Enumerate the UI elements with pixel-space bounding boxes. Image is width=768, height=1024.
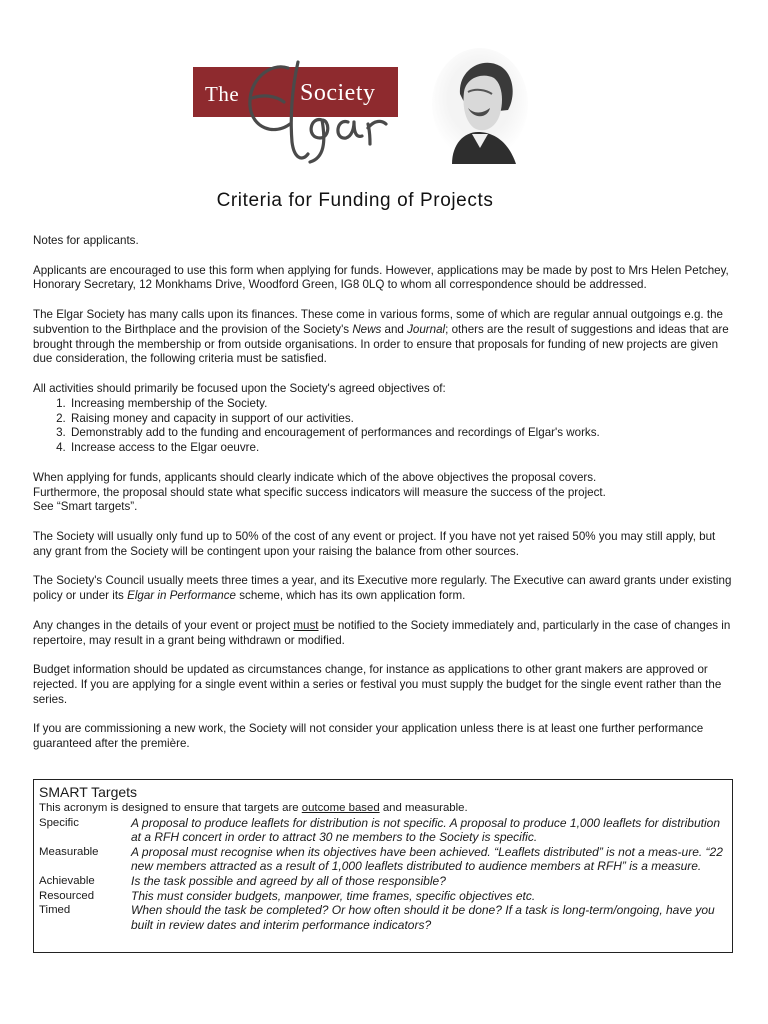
scheme-title: Elgar in Performance bbox=[127, 589, 236, 603]
list-item: 2. Raising money and capacity in support of our activities. bbox=[69, 412, 733, 427]
news-title: News bbox=[352, 322, 382, 336]
paragraph-indicate bbox=[33, 471, 733, 515]
smart-desc: A proposal to produce leaflets for distribution is not specific. A proposal to produce 1,000 leaflets for distribution at a RFH concert in order to attract 30 ne members to the Society is specific. bbox=[131, 815, 720, 845]
text-span: The Elgar Society has many calls upon its finances. These come in various forms, some of which are regular annual outgoings e.g. the subvention to the Birthplace and the provision of the Society's bbox=[33, 307, 723, 336]
smart-term: Specific bbox=[39, 816, 79, 829]
text-span: See “Smart targets”. bbox=[33, 500, 138, 514]
text-span: and measurable. bbox=[379, 802, 468, 814]
list-item: 4. Increase access to the Elgar oeuvre. bbox=[69, 441, 733, 456]
smart-desc: A proposal must recognise when its objectives have been achieved. “Leaflets distributed” is not a meas-ure. “22 new members attracted as a result of 1,000 leaflets distributed to audience members at RFH” is a measure. bbox=[131, 844, 723, 874]
must-emphasis: must bbox=[293, 618, 319, 632]
text-span: and bbox=[381, 322, 408, 336]
header bbox=[0, 0, 768, 180]
smart-term: Achievable bbox=[39, 874, 95, 887]
notes-heading: Notes for applicants. bbox=[33, 234, 139, 247]
page-title: Criteria for Funding of Projects bbox=[216, 190, 494, 211]
text-span: This acronym is designed to ensure that targets are bbox=[39, 802, 302, 814]
paragraph-apply: Applicants are encouraged to use this form when applying for funds. However, applications may be made by post to Mrs Helen Petchey, Honorary Secretary, 12 Monkhams Drive, Woodford Green, IG8 0LQ to whom all correspondence should be addressed. bbox=[33, 263, 729, 292]
smart-desc: This must consider budgets, manpower, time frames, specific objectives etc. bbox=[131, 888, 536, 903]
logo-society-text: Society bbox=[300, 80, 376, 106]
text-span: be notified to the Society immediately and, particularly in the case of changes in repertoire, may result in a grant being withdrawn or modified. bbox=[33, 618, 731, 647]
smart-row-specific bbox=[39, 816, 727, 845]
list-item: 1. Increasing membership of the Society. bbox=[69, 397, 733, 412]
paragraph-commission: If you are commissioning a new work, the Society will not consider your application unless there is at least one further performance guaranteed after the première. bbox=[33, 722, 704, 751]
smart-term: Resourced bbox=[39, 889, 95, 902]
journal-title: Journal bbox=[407, 322, 446, 336]
text-span: The Society's Council usually meets three times a year, and its Executive more regularly. The Executive can award grants under existing policy or under its bbox=[33, 574, 732, 603]
smart-row-achievable bbox=[39, 874, 727, 889]
elgar-portrait-icon bbox=[430, 48, 530, 164]
text-span: Furthermore, the proposal should state what specific success indicators will measure the success of the project. bbox=[33, 485, 606, 499]
logo-the-text: The bbox=[205, 82, 240, 106]
paragraph-changes bbox=[33, 619, 733, 649]
smart-term: Measurable bbox=[39, 845, 99, 858]
paragraph-finances bbox=[33, 308, 733, 367]
paragraph-fifty-percent: The Society will usually only fund up to 50% of the cost of any event or project. If you have not yet raised 50% you may still apply, but any grant from the Society will be contingent upon your raising the balance from other sources. bbox=[33, 529, 716, 558]
smart-row-timed bbox=[39, 903, 727, 932]
smart-desc: When should the task be completed? Or how often should it be done? If a task is long-term/ongoing, have you built in review dates and interim performance indicators? bbox=[131, 903, 715, 932]
paragraph-council bbox=[33, 574, 733, 604]
smart-desc: Is the task possible and agreed by all of those responsible? bbox=[131, 873, 446, 888]
smart-row-resourced bbox=[39, 889, 727, 904]
smart-row-measurable bbox=[39, 845, 727, 874]
text-span: Any changes in the details of your event or project bbox=[33, 618, 294, 632]
smart-intro bbox=[39, 801, 727, 816]
objectives-list bbox=[33, 397, 733, 456]
objectives-intro: All activities should primarily be focused upon the Society's agreed objectives of: bbox=[33, 381, 446, 395]
elgar-script-logo-icon bbox=[230, 58, 400, 168]
smart-targets-box bbox=[33, 779, 733, 953]
paragraph-budget: Budget information should be updated as circumstances change, for instance as applications to other grant makers are approved or rejected. If you are applying for a single event within a series or festival you must supply the budget for the single event rather than the series. bbox=[33, 663, 722, 706]
text-span: When applying for funds, applicants should clearly indicate which of the above objectives the proposal covers. bbox=[33, 470, 597, 484]
outcome-based-emphasis: outcome based bbox=[301, 802, 380, 814]
list-item: 3. Demonstrably add to the funding and encouragement of performances and recordings of Elgar's works. bbox=[69, 426, 733, 441]
smart-term: Timed bbox=[39, 904, 71, 917]
smart-title: SMART Targets bbox=[39, 784, 138, 800]
text-span: scheme, which has its own application form. bbox=[236, 589, 466, 603]
document-body bbox=[33, 234, 733, 767]
text-span: ; others are the result of suggestions and ideas that are brought through the membership or from outside organisations. In order to ensure that proposals for funding of new projects are given due consideration, the following criteria must be satisfied. bbox=[33, 322, 729, 366]
